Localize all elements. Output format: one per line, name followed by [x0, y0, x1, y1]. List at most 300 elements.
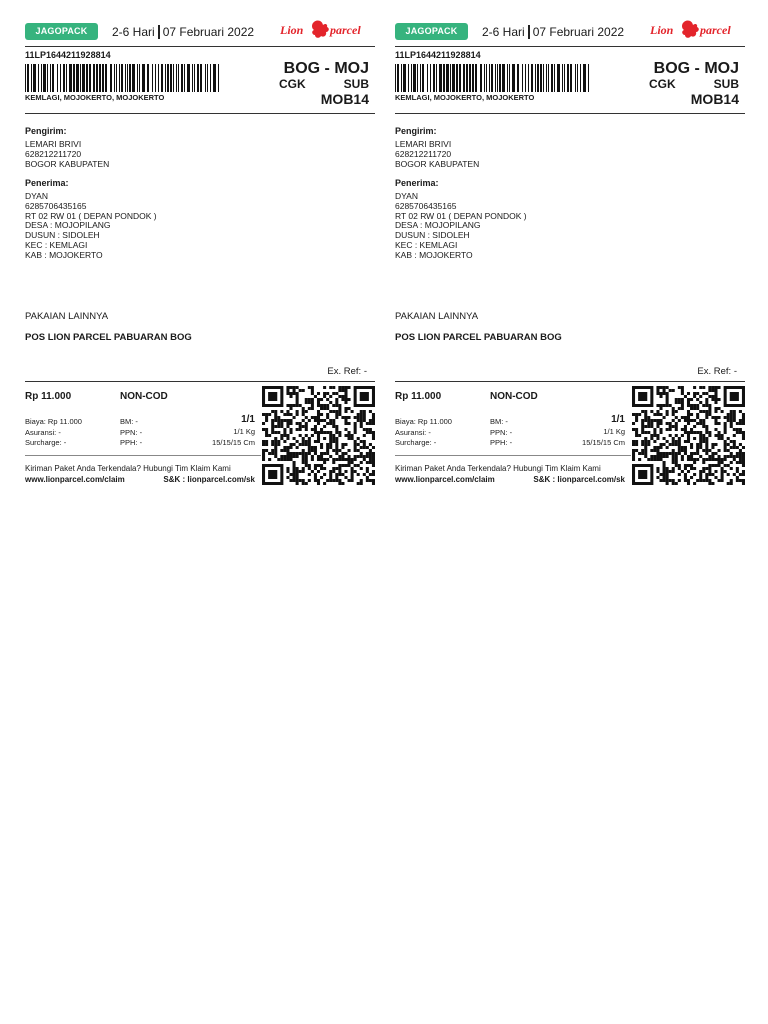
qr-module — [641, 425, 644, 428]
qr-module — [678, 407, 681, 410]
qr-module — [296, 404, 299, 407]
qr-module — [742, 464, 745, 467]
terms-link[interactable]: S&K : lionparcel.com/sk — [163, 475, 255, 484]
qr-module — [708, 386, 711, 389]
qr-module — [653, 413, 656, 416]
qr-module — [693, 395, 696, 398]
qr-module — [286, 422, 289, 425]
qr-module — [344, 398, 347, 401]
barcode-bar — [50, 64, 51, 92]
qr-module — [265, 434, 268, 437]
qr-module — [335, 404, 338, 407]
qr-module — [332, 440, 335, 443]
qr-module — [341, 458, 344, 461]
qr-module — [684, 419, 687, 422]
qr-module — [724, 440, 727, 443]
qr-module — [739, 428, 742, 431]
qr-module — [727, 482, 730, 485]
qr-module — [733, 446, 736, 449]
brand-word-parcel: parcel — [700, 23, 731, 37]
qr-module — [326, 416, 329, 419]
brand-word-lion: Lion — [650, 23, 674, 37]
qr-module — [696, 404, 699, 407]
qr-module — [299, 470, 302, 473]
qr-module — [681, 407, 684, 410]
qr-module — [739, 449, 742, 452]
qr-module — [357, 473, 360, 476]
divider — [25, 455, 261, 456]
route-block — [269, 60, 369, 107]
qr-module — [320, 458, 323, 461]
qr-module — [687, 440, 690, 443]
qr-module — [329, 434, 332, 437]
qr-module — [718, 422, 721, 425]
qr-module — [669, 428, 672, 431]
qr-module — [678, 452, 681, 455]
qr-module — [635, 419, 638, 422]
qr-module — [675, 422, 678, 425]
qr-module — [659, 479, 662, 482]
qr-module — [711, 458, 714, 461]
barcode-bar — [463, 64, 465, 92]
qr-module — [705, 437, 708, 440]
qr-module — [372, 464, 375, 467]
qr-module — [372, 416, 375, 419]
qr-module — [302, 410, 305, 413]
qr-module — [332, 419, 335, 422]
qr-module — [635, 431, 638, 434]
qr-module — [296, 482, 299, 485]
qr-module — [672, 482, 675, 485]
qr-module — [305, 401, 308, 404]
barcode-bar — [66, 64, 67, 92]
qr-module — [693, 404, 696, 407]
qr-module — [348, 431, 351, 434]
qr-module — [705, 425, 708, 428]
qr-module — [308, 446, 311, 449]
qr-module — [360, 419, 363, 422]
qr-module — [302, 467, 305, 470]
barcode-bar — [200, 64, 202, 92]
qr-module — [341, 446, 344, 449]
qr-module — [647, 425, 650, 428]
qr-module — [357, 482, 360, 485]
qr-module — [262, 449, 265, 452]
barcode-bar — [99, 64, 101, 92]
qr-module — [730, 479, 733, 482]
qr-module — [286, 425, 289, 428]
qr-module — [663, 386, 666, 389]
qr-module — [708, 431, 711, 434]
qr-module — [296, 476, 299, 479]
qr-module — [687, 470, 690, 473]
claim-link[interactable]: www.lionparcel.com/claim — [25, 475, 125, 484]
barcode-bar — [110, 64, 112, 92]
qr-module — [351, 461, 354, 464]
qr-module — [742, 458, 745, 461]
qr-module — [727, 443, 730, 446]
qr-module — [329, 410, 332, 413]
qr-module — [335, 392, 338, 395]
qr-module — [672, 389, 675, 392]
qr-module — [699, 401, 702, 404]
qr-module — [351, 410, 354, 413]
qr-module — [311, 449, 314, 452]
qr-module — [678, 440, 681, 443]
qr-module — [708, 464, 711, 467]
qr-module — [730, 413, 733, 416]
qr-module — [659, 443, 662, 446]
qr-module — [357, 455, 360, 458]
qr-module — [296, 479, 299, 482]
qr-module — [341, 452, 344, 455]
qr-module — [659, 395, 662, 398]
qr-module — [271, 425, 274, 428]
qr-module — [317, 458, 320, 461]
qr-module — [672, 452, 675, 455]
qr-module — [311, 446, 314, 449]
qr-module — [311, 401, 314, 404]
qr-module — [351, 476, 354, 479]
qr-module — [678, 479, 681, 482]
barcode-icon — [395, 64, 590, 92]
qr-module — [320, 413, 323, 416]
qr-module — [283, 446, 286, 449]
qr-module — [650, 434, 653, 437]
qr-module — [354, 425, 357, 428]
qr-module — [302, 443, 305, 446]
qr-module — [341, 455, 344, 458]
qr-module — [372, 455, 375, 458]
qr-module — [650, 449, 653, 452]
barcode-bar — [466, 64, 468, 92]
barcode-bar — [403, 64, 406, 92]
qr-module — [335, 416, 338, 419]
qr-module — [705, 416, 708, 419]
qr-module — [286, 392, 289, 395]
qr-module — [714, 470, 717, 473]
qr-module — [693, 425, 696, 428]
qr-module — [708, 395, 711, 398]
qr-module — [332, 404, 335, 407]
qr-module — [326, 422, 329, 425]
qr-module — [338, 413, 341, 416]
qr-module — [641, 422, 644, 425]
qr-module — [335, 467, 338, 470]
qr-module — [714, 464, 717, 467]
fee-list-middle — [120, 417, 142, 449]
barcode-bar — [69, 64, 72, 92]
brand-word-lion: Lion — [280, 23, 304, 37]
qr-module — [348, 398, 351, 401]
qr-module — [644, 443, 647, 446]
qr-module — [351, 479, 354, 482]
qr-module — [690, 467, 693, 470]
qr-module — [632, 449, 635, 452]
ship-date: 07 Februari 2022 — [532, 25, 625, 39]
qr-module — [335, 479, 338, 482]
qr-module — [718, 479, 721, 482]
qr-module — [711, 386, 714, 389]
qr-module — [699, 422, 702, 425]
qr-module — [684, 425, 687, 428]
qr-module — [666, 482, 669, 485]
barcode-bar — [433, 64, 435, 92]
qr-module — [280, 422, 283, 425]
qr-module — [363, 458, 366, 461]
qr-module — [329, 419, 332, 422]
qr-module — [724, 446, 727, 449]
divider — [395, 46, 745, 47]
qr-module — [656, 422, 659, 425]
qr-module — [271, 452, 274, 455]
qr-module — [305, 461, 308, 464]
qr-module — [369, 422, 372, 425]
qr-module — [317, 464, 320, 467]
qr-module — [277, 416, 280, 419]
barcode-bar — [531, 64, 533, 92]
pos-name: POS LION PARCEL PABUARAN BOG — [25, 332, 192, 343]
terms-link[interactable]: S&K : lionparcel.com/sk — [533, 475, 625, 484]
qr-module — [357, 413, 360, 416]
qr-module — [684, 476, 687, 479]
qr-module — [296, 413, 299, 416]
service-badge: JAGOPACK — [25, 23, 98, 40]
qr-module — [305, 416, 308, 419]
qr-module — [351, 473, 354, 476]
qr-finder — [360, 392, 369, 401]
qr-module — [320, 455, 323, 458]
qr-module — [326, 446, 329, 449]
qr-module — [308, 407, 311, 410]
qr-module — [280, 434, 283, 437]
qr-module — [669, 422, 672, 425]
qr-module — [733, 473, 736, 476]
qr-module — [708, 413, 711, 416]
qr-module — [311, 392, 314, 395]
qr-module — [293, 452, 296, 455]
qr-module — [302, 389, 305, 392]
qr-module — [314, 449, 317, 452]
qr-module — [338, 479, 341, 482]
receiver-details — [395, 192, 527, 261]
detail-line: Asuransi: - — [395, 427, 431, 437]
qr-module — [672, 413, 675, 416]
qr-module — [727, 416, 730, 419]
barcode-bar — [207, 64, 208, 92]
qr-module — [296, 398, 299, 401]
qr-module — [681, 398, 684, 401]
qr-module — [348, 422, 351, 425]
qr-module — [372, 452, 375, 455]
qr-module — [308, 440, 311, 443]
qr-module — [305, 455, 308, 458]
claim-link[interactable]: www.lionparcel.com/claim — [395, 475, 495, 484]
qr-module — [351, 458, 354, 461]
qr-module — [730, 446, 733, 449]
qr-module — [348, 437, 351, 440]
shipping-price: Rp 11.000 — [395, 391, 442, 402]
qr-module — [647, 422, 650, 425]
barcode-bar — [427, 64, 428, 92]
qr-module — [296, 410, 299, 413]
barcode-bar — [184, 64, 185, 92]
qr-module — [262, 428, 265, 431]
qr-module — [644, 425, 647, 428]
qr-module — [690, 419, 693, 422]
qr-module — [675, 398, 678, 401]
qr-module — [724, 470, 727, 473]
qr-module — [293, 443, 296, 446]
qr-module — [293, 470, 296, 473]
ship-date: 07 Februari 2022 — [162, 25, 255, 39]
qr-module — [305, 428, 308, 431]
qr-module — [311, 407, 314, 410]
qr-module — [702, 461, 705, 464]
barcode-bar — [499, 64, 501, 92]
barcode-bar — [89, 64, 91, 92]
qr-module — [742, 446, 745, 449]
qr-module — [656, 404, 659, 407]
qr-module — [733, 410, 736, 413]
qr-module — [647, 443, 650, 446]
qr-module — [690, 443, 693, 446]
qr-module — [699, 410, 702, 413]
qr-module — [299, 434, 302, 437]
qr-module — [332, 410, 335, 413]
barcode-bar — [63, 64, 65, 92]
divider — [395, 113, 745, 114]
barcode-bar — [178, 64, 179, 92]
qr-module — [699, 437, 702, 440]
qr-module — [317, 401, 320, 404]
qr-module — [696, 416, 699, 419]
qr-module — [314, 425, 317, 428]
qr-module — [714, 416, 717, 419]
qr-module — [338, 404, 341, 407]
qr-module — [699, 434, 702, 437]
qr-module — [742, 482, 745, 485]
qr-module — [344, 458, 347, 461]
qr-module — [280, 455, 283, 458]
qr-module — [265, 419, 268, 422]
qr-module — [314, 476, 317, 479]
barcode-bar — [173, 64, 174, 92]
duration-separator — [528, 25, 530, 39]
barcode-bar — [546, 64, 547, 92]
qr-module — [289, 428, 292, 431]
qr-module — [344, 416, 347, 419]
qr-module — [675, 416, 678, 419]
qr-module — [286, 434, 289, 437]
qr-module — [293, 479, 296, 482]
qr-module — [653, 458, 656, 461]
qr-module — [323, 461, 326, 464]
qr-module — [644, 452, 647, 455]
qr-module — [305, 440, 308, 443]
barcode-bar — [139, 64, 140, 92]
divider — [395, 381, 745, 382]
qr-module — [344, 386, 347, 389]
fee-list-left — [395, 417, 452, 449]
detail-line: Biaya: Rp 11.000 — [395, 417, 452, 426]
tracking-number: 11LP1644211928814 — [395, 50, 481, 60]
qr-module — [663, 389, 666, 392]
barcode-bar — [570, 64, 572, 92]
qr-module — [702, 434, 705, 437]
qr-module — [736, 428, 739, 431]
qr-module — [296, 440, 299, 443]
qr-module — [348, 458, 351, 461]
destination-code: MOB14 — [690, 91, 739, 107]
qr-module — [274, 440, 277, 443]
qr-module — [372, 422, 375, 425]
qr-module — [702, 470, 705, 473]
qr-module — [314, 440, 317, 443]
barcode-bar — [60, 64, 61, 92]
qr-module — [681, 428, 684, 431]
barcode-bar — [411, 64, 412, 92]
detail-line: LEMARI BRIVI — [395, 139, 452, 149]
duration-separator — [158, 25, 160, 39]
qr-module — [708, 389, 711, 392]
qr-module — [733, 419, 736, 422]
qr-module — [681, 386, 684, 389]
qr-module — [283, 419, 286, 422]
qr-module — [718, 449, 721, 452]
qr-module — [718, 386, 721, 389]
qr-module — [323, 404, 326, 407]
qr-module — [681, 392, 684, 395]
qr-module — [363, 443, 366, 446]
qr-module — [724, 425, 727, 428]
divider — [25, 113, 375, 114]
qr-module — [702, 386, 705, 389]
qr-module — [733, 434, 736, 437]
qr-module — [323, 425, 326, 428]
qr-module — [641, 428, 644, 431]
qr-module — [647, 440, 650, 443]
qr-module — [666, 422, 669, 425]
qr-module — [351, 470, 354, 473]
qr-module — [699, 431, 702, 434]
detail-line: BOGOR KABUPATEN — [395, 158, 480, 169]
barcode-bar — [562, 64, 563, 92]
qr-module — [302, 455, 305, 458]
qr-module — [727, 437, 730, 440]
qr-module — [271, 440, 274, 443]
route: BOG - MOJ — [653, 60, 739, 77]
qr-module — [283, 449, 286, 452]
detail-line: PPN: - — [120, 427, 143, 437]
qr-module — [675, 482, 678, 485]
qr-module — [641, 449, 644, 452]
qr-module — [708, 473, 711, 476]
qr-finder — [638, 470, 647, 479]
qr-module — [699, 386, 702, 389]
qr-module — [690, 407, 693, 410]
barcode-bar — [119, 64, 120, 92]
qr-module — [329, 473, 332, 476]
qr-module — [635, 440, 638, 443]
qr-module — [641, 410, 644, 413]
qr-module — [314, 473, 317, 476]
qr-module — [332, 449, 335, 452]
qr-module — [666, 470, 669, 473]
qr-module — [730, 422, 733, 425]
qr-module — [344, 464, 347, 467]
qr-module — [681, 401, 684, 404]
